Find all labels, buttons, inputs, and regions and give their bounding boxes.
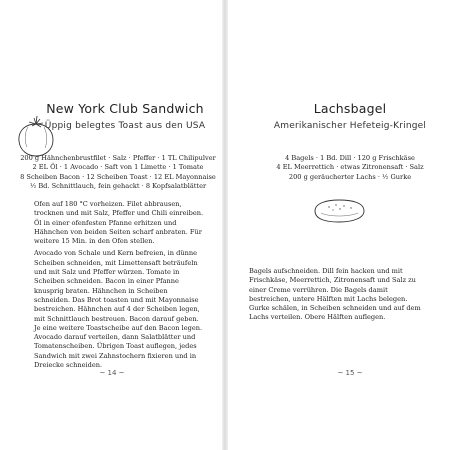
ingredient-list xyxy=(16,154,220,192)
instructions xyxy=(34,200,204,373)
instruction-paragraph: Bagels aufschneiden. Dill fein hacken und mit Frischkäse, Meerrettich, Zitronensaft und Salz zu einer Creme verrühren. Die Bagels damit bestreichen, untere Hälften mit Lachs belegen. Gurke schälen, in Scheiben schneiden und auf dem Lachs verteilen. Obere Hälften auflegen. xyxy=(249,267,421,322)
right-page xyxy=(225,0,450,450)
ingredient-line: ½ Bd. Schnittlauch, fein gehackt · 8 Kopfsalatblätter xyxy=(29,182,207,191)
instruction-paragraph: Ofen auf 180 °C vorheizen. Filet abbrausen, trocknen und mit Salz, Pfeffer und Chili einreiben. Öl in einer ofenfesten Pfanne erhitzen und Hähnchen von beiden Seiten scharf anbraten. Für weitere 15 Min. in den Ofen stellen. xyxy=(34,200,204,246)
page-number: ~ 14 ~ xyxy=(99,369,125,377)
recipe-subtitle: Amerikanischer Hefeteig-Kringel xyxy=(273,121,427,131)
ingredient-list xyxy=(265,154,435,182)
ingredient-line: 200 g geräucherter Lachs · ½ Gurke xyxy=(288,172,412,181)
ingredient-line: 4 Bagels · 1 Bd. Dill · 120 g Frischkäse xyxy=(285,154,415,162)
instructions xyxy=(249,267,427,326)
page-number: ~ 15 ~ xyxy=(337,369,363,377)
recipe-subtitle: Üppig belegtes Toast aus den USA xyxy=(44,121,206,131)
ingredient-line: 200 g Hähnchenbrustfilet · Salz · Pfeffer · 1 TL Chilipulver xyxy=(20,154,216,162)
recipe-title: Lachsbagel xyxy=(313,101,387,116)
instruction-paragraph: Avocado von Schale und Kern befreien, in dünne Scheiben schneiden, mit Limettensaft beträufeln und mit Salz und Pfeffer würzen. Tomate in Scheiben schneiden. Bacon in einer Pfanne knusprig braten. Hähnchen in Scheiben schneiden. Das Brot toasten und mit Mayonnaise bestreichen. Hähnchen auf 4 der Scheiben legen, mit Schnittlauch bestreuen. Bacon darauf geben. Je eine weitere Toastscheibe auf den Bacon legen. Avocado darauf verteilen, dann Salatblätter und Tomatenscheiben. Übrigen Toast auflegen, jedes Sandwich mit zwei Zahnstochern fixieren und in Dreiecke schneiden. xyxy=(34,249,203,370)
ingredient-line: 2 EL Öl · 1 Avocado · Saft von 1 Limette · 1 Tomate xyxy=(32,163,204,172)
ingredient-line: 8 Scheiben Bacon · 12 Scheiben Toast · 12 EL Mayonnaise xyxy=(20,172,216,181)
bagel-illustration-icon xyxy=(309,198,369,224)
recipe-title: New York Club Sandwich xyxy=(46,101,204,116)
ingredient-line: 4 EL Meerrettich · etwas Zitronensaft · Salz xyxy=(276,163,424,172)
